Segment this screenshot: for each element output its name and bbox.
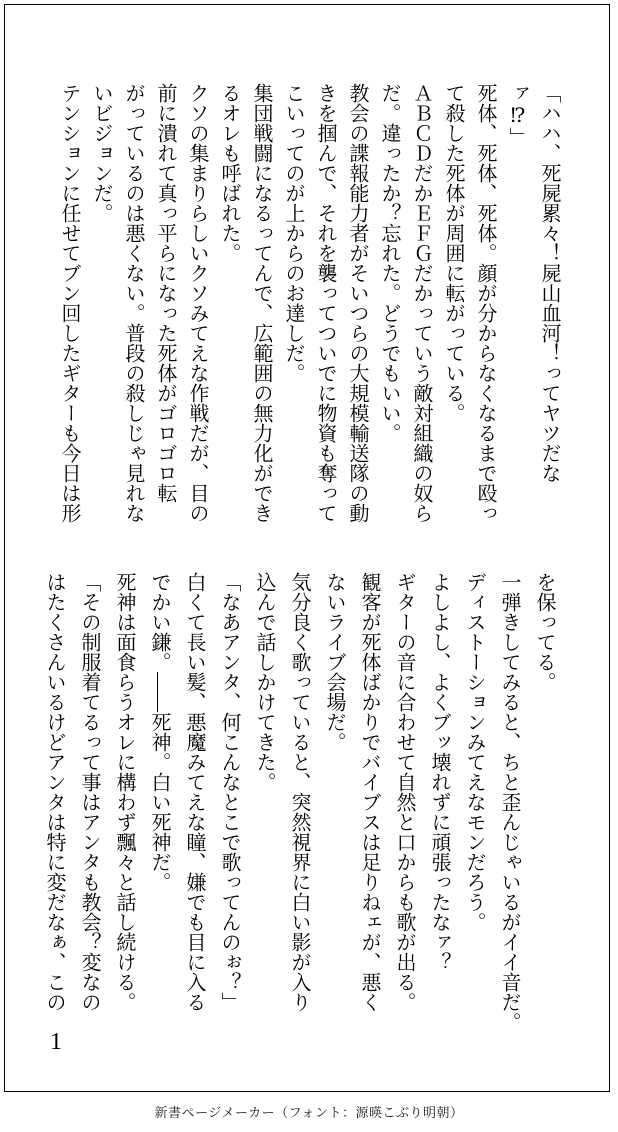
text-line: ァ⁉」 <box>506 83 528 147</box>
footer-credit: 新書ページメーカー（フォント：源暎こぶり明朝） <box>154 1105 464 1120</box>
text-line: 込んで話しかけてきた。 <box>253 572 275 792</box>
text-line: るオレも呼ばれた。 <box>218 83 240 263</box>
text-line: て殺した死体が周囲に転がっている。 <box>442 83 464 423</box>
text-line: 前に潰れて真っ平らになった死体がゴロゴロ転 <box>154 83 176 503</box>
text-line: でかい鎌。――死神。白い死神だ。 <box>148 572 170 892</box>
text-line: ＡＢＣＤだかＥＦＧだかっていう敵対組織の奴ら <box>410 83 432 523</box>
text-line: 教会の諜報能力者がそいつらの大規模輸送隊の動 <box>346 83 368 523</box>
text-block-upper <box>53 83 565 535</box>
text-line: 一弾きしてみると、ちと歪んじゃいるがイイ音だ。 <box>498 572 520 1032</box>
text-line: 観客が死体ばかりでバイブスは足りねェが、悪く <box>358 572 380 1012</box>
text-line: がっているのは悪くない。普段の殺しじゃ見れな <box>122 83 144 523</box>
text-line: 「その制服着てるって事はアンタも教会？変なの <box>78 572 100 1012</box>
text-line: 集団戦闘になるってんで、広範囲の無力化ができ <box>250 83 272 523</box>
text-line: ないライブ会場だ。 <box>323 572 345 752</box>
text-line: だ。違ったか？忘れた。どうでもいい。 <box>378 83 400 443</box>
text-line: 白くて長い髪、悪魔みてえな瞳、嫌でも目に入る <box>183 572 205 1012</box>
text-line: いビジョンだ。 <box>90 83 112 223</box>
text-line: クソの集まりらしいクソみてえな作戦だが、目の <box>186 83 208 523</box>
text-line: 「ハハ、死屍累々！屍山血河！ってヤツだな <box>538 83 560 483</box>
text-line: テンションに任せてブン回したギターも今日は形 <box>58 83 80 523</box>
text-line: 気分良く歌っていると、突然視界に白い影が入り <box>288 572 310 1012</box>
text-line: きを掴んで、それを襲ってついでに物資も奪って <box>314 83 336 523</box>
text-line: 死体、死体、死体。顔が分からなくなるまで殴っ <box>474 83 496 523</box>
text-line: ディストーションみてえなモンだろう。 <box>463 572 485 932</box>
text-line: こいってのが上からのお達しだ。 <box>282 83 304 383</box>
text-block-lower <box>36 572 561 1032</box>
text-line: 死神は面食らうオレに構わず飄々と話し続ける。 <box>113 572 135 1012</box>
text-line: 「なあアンタ、何こんなとこで歌ってんのぉ？」 <box>218 572 240 1012</box>
text-line: はたくさんいるけどアンタは特に変だなぁ、この <box>43 572 65 1012</box>
text-line: を保ってる。 <box>533 572 555 692</box>
text-line: ギターの音に合わせて自然と口からも歌が出る。 <box>393 572 415 1012</box>
text-line: よしよし、よくブッ壊れずに頑張ったなァ？ <box>428 572 450 972</box>
page-number: 1 <box>50 1029 62 1055</box>
